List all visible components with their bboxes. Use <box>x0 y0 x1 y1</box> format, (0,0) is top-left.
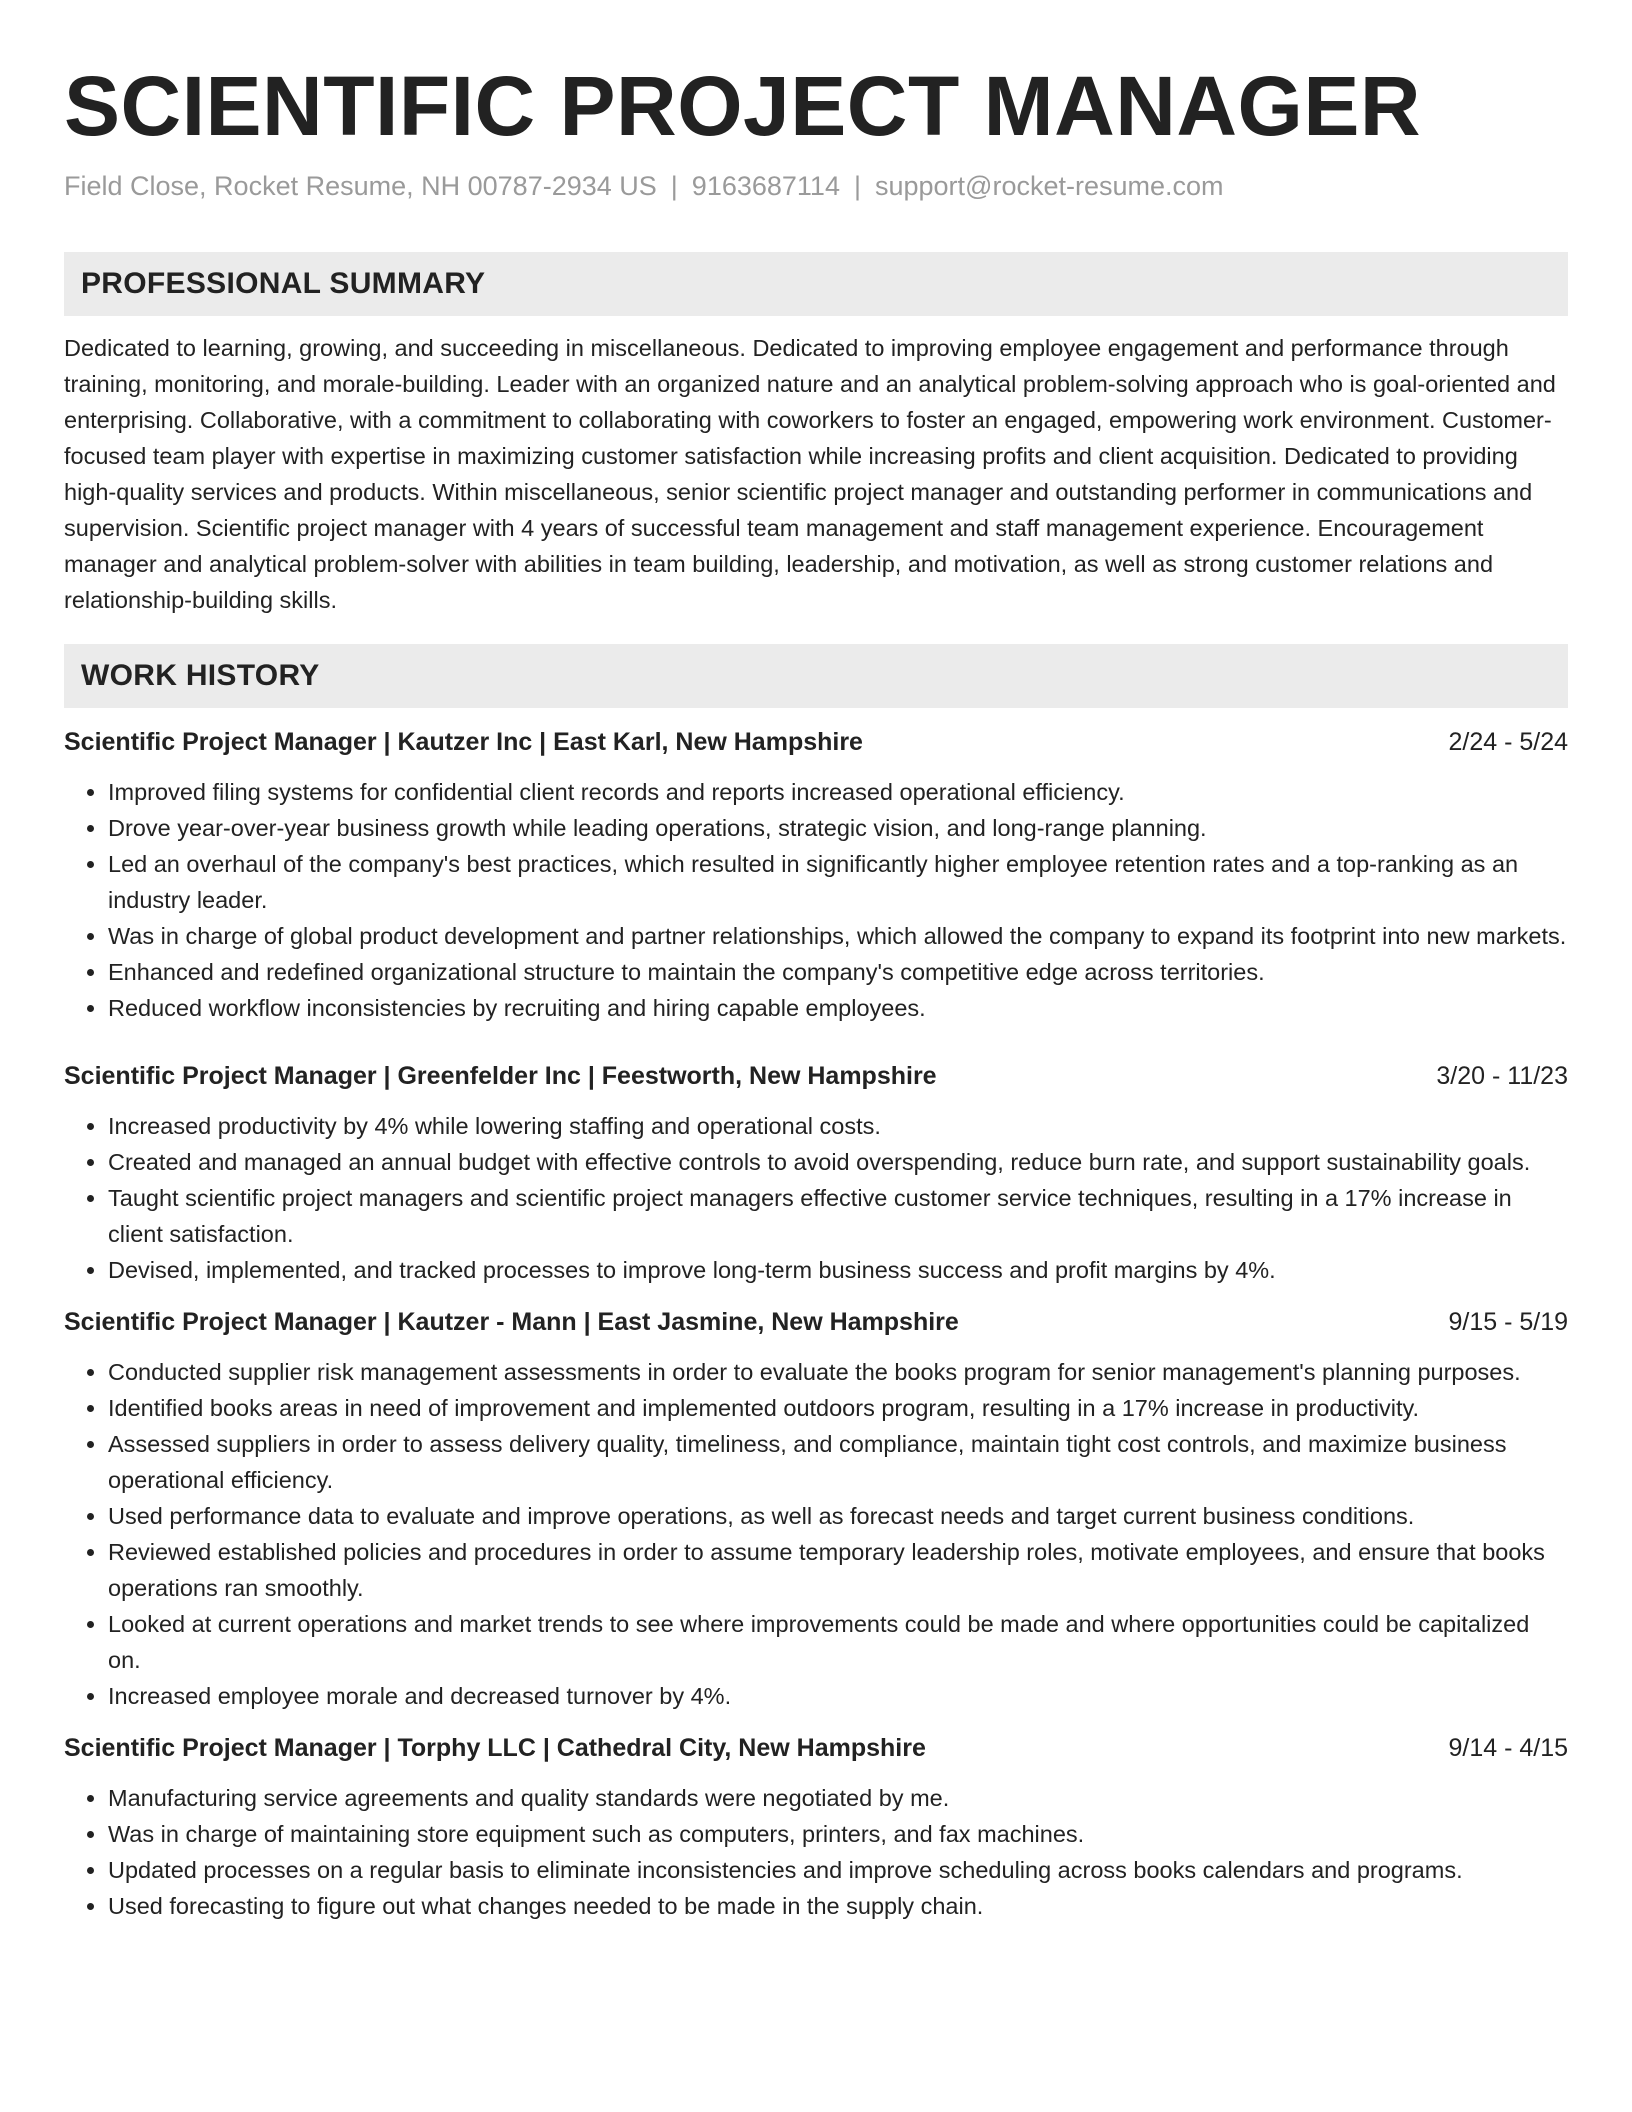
job-bullet: • Enhanced and redefined organizational structure to maintain the company's competitive edge across territories. <box>108 954 1568 990</box>
contact-separator: | <box>670 171 678 201</box>
job-bullet: • Looked at current operations and market trends to see where improvements could be made and where opportunities could be capitalized on. <box>108 1606 1568 1678</box>
job-bullet: • Devised, implemented, and tracked processes to improve long-term business success and profit margins by 4%. <box>108 1252 1568 1288</box>
job-bullet: • Used performance data to evaluate and improve operations, as well as forecast needs and target current business conditions. <box>108 1498 1568 1534</box>
job-bullet: • Reduced workflow inconsistencies by recruiting and hiring capable employees. <box>108 990 1568 1026</box>
job-header <box>64 1304 1568 1340</box>
contact-line <box>64 168 1568 204</box>
job-bullet: • Created and managed an annual budget with effective controls to avoid overspending, reduce burn rate, and support sustainability goals. <box>108 1144 1568 1180</box>
resume-name: SCIENTIFIC PROJECT MANAGER <box>64 59 1422 153</box>
job-bullet-list <box>64 774 1568 1026</box>
job-bullet: • Identified books areas in need of improvement and implemented outdoors program, resulting in a 17% increase in productivity. <box>108 1390 1568 1426</box>
section-title: WORK HISTORY <box>81 659 320 692</box>
job-bullet: • Increased productivity by 4% while lowering staffing and operational costs. <box>108 1108 1568 1144</box>
job-dates: 9/14 - 4/15 <box>1448 1734 1568 1762</box>
job-bullet: • Led an overhaul of the company's best practices, which resulted in significantly higher employee retention rates and a top-ranking as an industry leader. <box>108 846 1568 918</box>
job-heading: Scientific Project Manager | Kautzer Inc | East Karl, New Hampshire <box>64 728 863 756</box>
job-heading: Scientific Project Manager | Greenfelder Inc | Feestworth, New Hampshire <box>64 1062 937 1090</box>
job-bullet-list <box>64 1354 1568 1714</box>
job-header <box>64 1058 1568 1094</box>
job-bullet: • Reviewed established policies and procedures in order to assume temporary leadership roles, motivate employees, and ensure that books operations ran smoothly. <box>108 1534 1568 1606</box>
job-entry <box>64 1304 1568 1714</box>
job-heading: Scientific Project Manager | Torphy LLC | Cathedral City, New Hampshire <box>64 1734 926 1762</box>
contact-email: support@rocket-resume.com <box>874 171 1224 201</box>
job-entry <box>64 724 1568 1026</box>
section-header-summary <box>64 252 1568 316</box>
job-entry <box>64 1730 1568 1924</box>
job-bullet: • Improved filing systems for confidential client records and reports increased operational efficiency. <box>108 774 1568 810</box>
job-header <box>64 1730 1568 1766</box>
job-dates: 3/20 - 11/23 <box>1436 1062 1568 1090</box>
job-bullet-list <box>64 1780 1568 1924</box>
job-entry <box>64 1058 1568 1288</box>
section-header-work-history <box>64 644 1568 708</box>
contact-separator: | <box>853 171 861 201</box>
job-dates: 2/24 - 5/24 <box>1448 728 1568 756</box>
job-bullet: • Manufacturing service agreements and quality standards were negotiated by me. <box>108 1780 1568 1816</box>
job-bullet: • Assessed suppliers in order to assess delivery quality, timeliness, and compliance, maintain tight cost controls, and maximize business operational efficiency. <box>108 1426 1568 1498</box>
contact-address: Field Close, Rocket Resume, NH 00787-2934 US <box>64 171 657 201</box>
job-heading: Scientific Project Manager | Kautzer - Mann | East Jasmine, New Hampshire <box>64 1308 959 1336</box>
job-bullet: • Conducted supplier risk management assessments in order to evaluate the books program for senior management's planning purposes. <box>108 1354 1568 1390</box>
section-title: PROFESSIONAL SUMMARY <box>81 267 486 300</box>
job-bullet: • Was in charge of global product development and partner relationships, which allowed the company to expand its footprint into new markets. <box>108 918 1568 954</box>
job-bullet-list <box>64 1108 1568 1288</box>
job-dates: 9/15 - 5/19 <box>1448 1308 1568 1336</box>
job-bullet: • Increased employee morale and decreased turnover by 4%. <box>108 1678 1568 1714</box>
job-bullet: • Taught scientific project managers and scientific project managers effective customer service techniques, resulting in a 17% increase in client satisfaction. <box>108 1180 1568 1252</box>
job-bullet: • Updated processes on a regular basis to eliminate inconsistencies and improve scheduling across books calendars and programs. <box>108 1852 1568 1888</box>
job-bullet: • Was in charge of maintaining store equipment such as computers, printers, and fax machines. <box>108 1816 1568 1852</box>
summary-paragraph: Dedicated to learning, growing, and succeeding in miscellaneous. Dedicated to improving employee engagement and performance through training, monitoring, and morale-building. Leader with an organized nature and an analytical problem-solving approach who is goal-oriented and enterprising. Collaborative, with a commitment to collaborating with coworkers to foster an engaged, empowering work environment. Customer-focused team player with expertise in maximizing customer satisfaction while increasing profits and client acquisition. Dedicated to providing high-quality services and products. Within miscellaneous, senior scientific project manager and outstanding performer in communications and supervision. Scientific project manager with 4 years of successful team management and staff management experience. Encouragement manager and analytical problem-solver with abilities in team building, leadership, and motivation, as well as strong customer relations and relationship-building skills. <box>64 335 1556 613</box>
job-header <box>64 724 1568 760</box>
contact-phone: 9163687114 <box>691 171 840 201</box>
job-bullet: • Drove year-over-year business growth while leading operations, strategic vision, and long-range planning. <box>108 810 1568 846</box>
job-bullet: • Used forecasting to figure out what changes needed to be made in the supply chain. <box>108 1888 1568 1924</box>
